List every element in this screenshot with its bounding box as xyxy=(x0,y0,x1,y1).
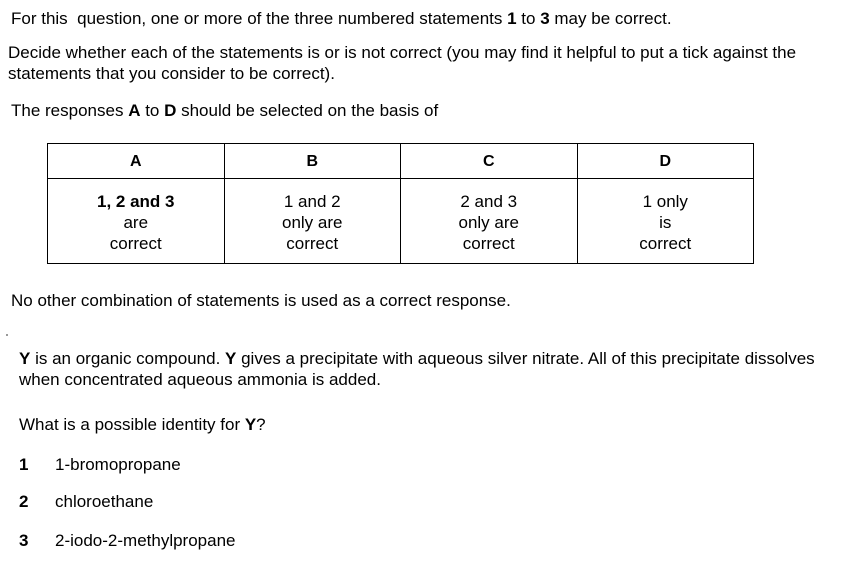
response-cell-b xyxy=(224,179,401,264)
column-header-c: C xyxy=(401,144,578,179)
compound-y: Y xyxy=(19,349,31,368)
cell-line: correct xyxy=(109,234,162,253)
response-letter: A xyxy=(128,101,141,120)
cell-line: is xyxy=(659,213,672,232)
table-row xyxy=(48,179,754,264)
no-other-note: No other combination of statements is used as a correct response. xyxy=(11,291,511,310)
statement-number: 1 xyxy=(507,9,517,28)
cell-line: only are xyxy=(282,213,343,232)
statement-1 xyxy=(19,454,181,475)
question-prompt xyxy=(19,414,266,435)
cell-line: correct xyxy=(639,234,692,253)
response-cell-a xyxy=(48,179,225,264)
statement-number: 3 xyxy=(540,9,550,28)
statement-text: 1-bromopropane xyxy=(55,455,181,474)
response-cell-d xyxy=(577,179,754,264)
instruction-line-1 xyxy=(11,8,672,29)
instruction-text: to xyxy=(140,101,165,120)
cell-line: correct xyxy=(286,234,339,253)
statement-text: chloroethane xyxy=(55,492,154,511)
question-text: is an organic compound. xyxy=(30,349,226,368)
response-key-table xyxy=(47,143,754,264)
statement-number: 3 xyxy=(19,531,29,550)
cell-line: only are xyxy=(458,213,519,232)
statement-number: 2 xyxy=(19,492,29,511)
prompt-text: ? xyxy=(256,415,266,434)
instruction-text: For this question, one or more of the three numbered statements xyxy=(11,9,508,28)
table-header-row xyxy=(48,144,754,179)
cell-line: 2 and 3 xyxy=(460,192,518,211)
compound-y: Y xyxy=(244,415,257,434)
statement-3 xyxy=(19,530,236,551)
cell-line: 1 and 2 xyxy=(283,192,341,211)
statement-text: 2-iodo-2-methylpropane xyxy=(55,531,236,550)
cell-line: correct xyxy=(462,234,515,253)
cell-line: are xyxy=(123,213,149,232)
column-header-a: A xyxy=(48,144,225,179)
response-letter: D xyxy=(164,101,177,120)
column-header-b: B xyxy=(224,144,401,179)
response-cell-c xyxy=(401,179,578,264)
prompt-text: What is a possible identity for xyxy=(19,415,245,434)
stray-mark xyxy=(6,334,8,336)
compound-y: Y xyxy=(225,349,237,368)
instruction-text: The responses xyxy=(11,101,129,120)
instruction-text: to xyxy=(516,9,541,28)
statement-number: 1 xyxy=(19,455,29,474)
instruction-line-3 xyxy=(11,100,438,121)
statement-2 xyxy=(19,491,153,512)
instruction-line-2: Decide whether each of the statements is or is not correct (you may find it helpful to put a tick against the statements that you consider to be correct). xyxy=(8,43,797,83)
instruction-text: may be correct. xyxy=(549,9,672,28)
question-stem xyxy=(19,348,849,390)
column-header-d: D xyxy=(577,144,754,179)
cell-line: 1 only xyxy=(642,192,688,211)
question-text: gives a precipitate with aqueous silver nitrate. All of this precipitate dissolves when concentrated aqueous ammonia is added. xyxy=(19,349,820,389)
instruction-text: should be selected on the basis of xyxy=(176,101,439,120)
cell-line: 1, 2 and 3 xyxy=(97,192,175,211)
